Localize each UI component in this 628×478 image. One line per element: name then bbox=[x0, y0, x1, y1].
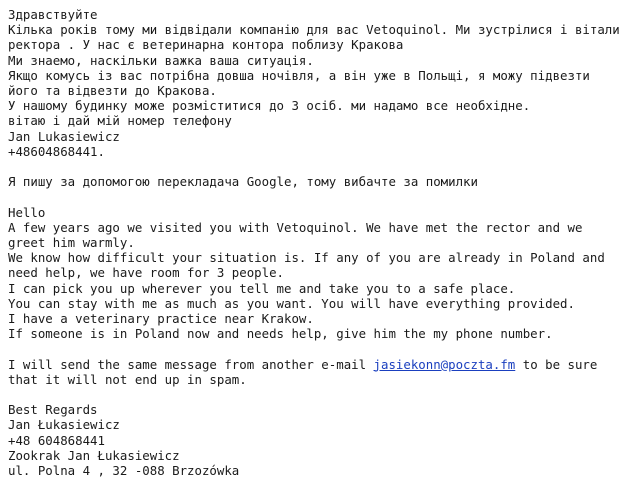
paragraph-en-stay: You can stay with me as much as you want. You will have everything provided. bbox=[8, 295, 575, 311]
greeting-uk: Здравствуйте bbox=[8, 7, 98, 22]
paragraph-uk-pickup: Якщо комусь із вас потрібна довша ночівля, а він уже в Польщі, я можу підвезти його та відвезти до Кракова. bbox=[8, 67, 598, 99]
email-link[interactable]: jasiekonn@poczta.fm bbox=[373, 356, 516, 372]
closing-company: Zookrak Jan Łukasiewicz bbox=[8, 447, 180, 463]
paragraph-uk-visit: Кілька років тому ми відвідали компанію для вас Vetoquinol. Ми зустрілися і вітали ректора . У нас є ветеринарна контора поблизу Кракова bbox=[8, 22, 628, 53]
paragraph-uk-situation: Ми знаемо, наскільки важка ваша ситуація. bbox=[8, 52, 314, 68]
paragraph-en-pickup: I can pick you up wherever you tell me and take you to a safe place. bbox=[8, 280, 516, 296]
translator-note: Я пишу за допомогою перекладача Google, тому вибачте за помилки bbox=[8, 174, 478, 190]
closing-phone: +48 604868441 bbox=[8, 432, 105, 448]
signature-name-uk: Jan Lukasiewicz bbox=[8, 128, 120, 144]
paragraph-en-phone: If someone is in Poland now and needs help, give him the my phone number. bbox=[8, 326, 553, 342]
closing-address: ul. Polna 4 , 32 -088 Brzozówka bbox=[8, 463, 240, 478]
spam-text-before: I will send the same message from another e-mail bbox=[8, 356, 374, 372]
paragraph-en-spam bbox=[8, 357, 620, 387]
paragraph-en-practice: I have a veterinary practice near Krakow. bbox=[8, 311, 314, 327]
paragraph-uk-room: У нашому будинку може розміститися до 3 осіб. ми надамо все необхідне. bbox=[8, 98, 531, 114]
closing-name: Jan Łukasiewicz bbox=[8, 417, 120, 433]
paragraph-en-situation: We know how difficult your situation is. If any of you are already in Poland and need help, we have room for 3 people. bbox=[8, 250, 613, 281]
closing-regards: Best Regards bbox=[8, 402, 98, 418]
signature-phone-uk: +48604868441. bbox=[8, 143, 105, 159]
spam-text-after: to be sure that it will not end up in spam. bbox=[8, 356, 605, 387]
paragraph-en-visit: A few years ago we visited you with Vetoquinol. We have met the rector and we greet him warmly. bbox=[8, 219, 590, 251]
paragraph-uk-phone-request: вітаю і дай мій номер телефону bbox=[8, 113, 232, 129]
greeting-en: Hello bbox=[8, 204, 46, 220]
email-body bbox=[8, 7, 628, 478]
